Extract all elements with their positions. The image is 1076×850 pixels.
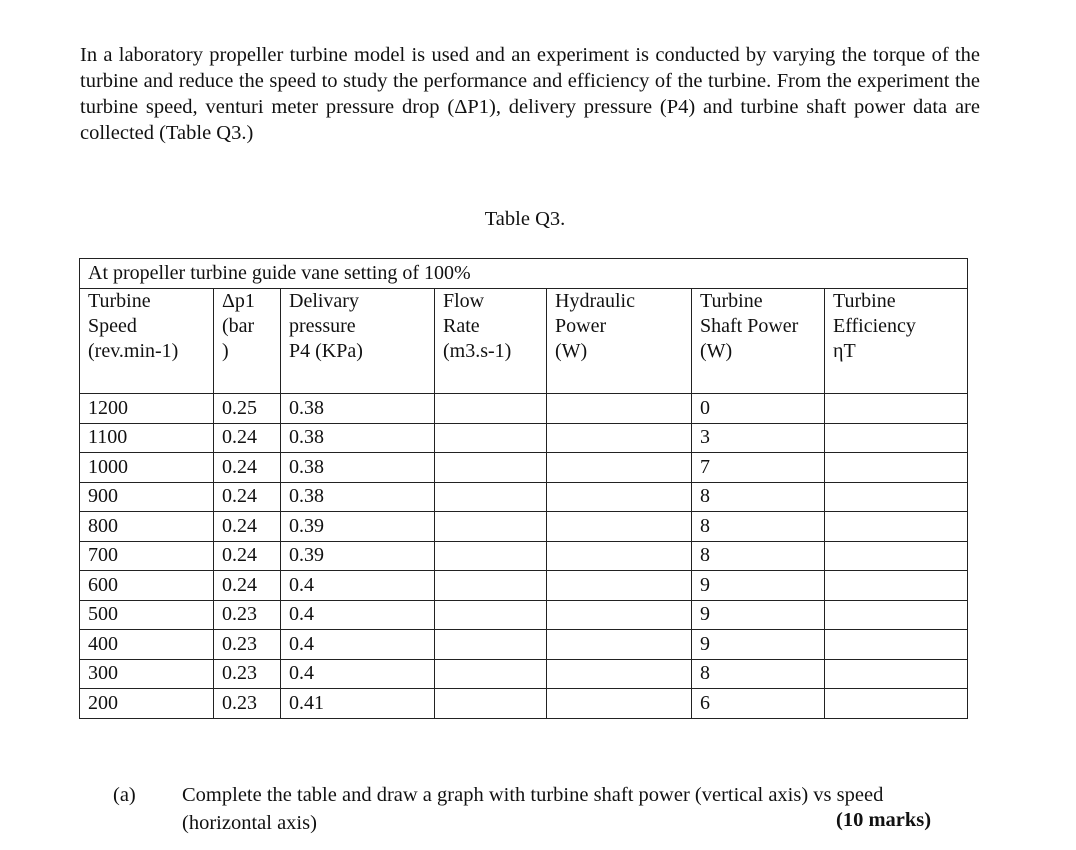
column-header-line: Turbine (833, 290, 896, 312)
table-cell-hyd (547, 482, 692, 512)
table-cell-eff (825, 541, 968, 571)
table-cell-p4: 0.41 (281, 689, 435, 719)
table-cell-p4: 0.38 (281, 394, 435, 424)
table-cell-shaft: 8 (692, 512, 825, 542)
column-header-speed (80, 289, 214, 394)
table-cell-flow (435, 423, 547, 453)
table-cell-flow (435, 541, 547, 571)
column-header-line: (bar (222, 315, 255, 337)
table-cell-hyd (547, 453, 692, 483)
table-cell-speed: 500 (80, 600, 214, 630)
table-cell-eff (825, 600, 968, 630)
table-row (80, 571, 968, 601)
table-row (80, 689, 968, 719)
column-header-line: (W) (555, 340, 588, 362)
table-cell-hyd (547, 600, 692, 630)
table-cell-shaft: 8 (692, 482, 825, 512)
table-cell-dp1: 0.23 (214, 600, 281, 630)
table-cell-eff (825, 423, 968, 453)
column-header-hydraulic-power (547, 289, 692, 394)
column-header-line: (rev.min-1) (88, 340, 179, 362)
table-cell-shaft: 8 (692, 541, 825, 571)
column-header-line: (m3.s-1) (443, 340, 512, 362)
table-row (80, 394, 968, 424)
table-cell-p4: 0.4 (281, 630, 435, 660)
table-cell-eff (825, 482, 968, 512)
column-header-p4 (281, 289, 435, 394)
table-row (80, 659, 968, 689)
table-cell-flow (435, 512, 547, 542)
column-header-line: Δp1 (222, 290, 255, 312)
table-cell-hyd (547, 394, 692, 424)
column-header-line: Rate (443, 315, 480, 337)
table-cell-shaft: 3 (692, 423, 825, 453)
column-header-line: Turbine (700, 290, 763, 312)
column-header-line: pressure (289, 315, 356, 337)
table-cell-dp1: 0.24 (214, 423, 281, 453)
intro-paragraph: In a laboratory propeller turbine model is used and an experiment is conducted by varying the torque of the turbine and reduce the speed to study the performance and efficiency of the turbine. From the experiment the turbine speed, venturi meter pressure drop (ΔP1), delivery pressure (P4) and turbine shaft power data are collected (Table Q3.) (80, 44, 980, 144)
table-cell-eff (825, 394, 968, 424)
table-caption: Table Q3. (484, 208, 566, 230)
table-cell-eff (825, 630, 968, 660)
table-cell-speed: 800 (80, 512, 214, 542)
table-cell-hyd (547, 689, 692, 719)
table-cell-speed: 1200 (80, 394, 214, 424)
table-cell-flow (435, 571, 547, 601)
column-header-line: P4 (KPa) (289, 340, 363, 362)
table-cell-shaft: 0 (692, 394, 825, 424)
table-cell-speed: 900 (80, 482, 214, 512)
table-row (80, 600, 968, 630)
table-cell-p4: 0.38 (281, 423, 435, 453)
table-row (80, 423, 968, 453)
table-cell-hyd (547, 630, 692, 660)
table-cell-dp1: 0.23 (214, 630, 281, 660)
table-cell-dp1: 0.23 (214, 659, 281, 689)
column-header-line: Flow (443, 290, 485, 312)
table-cell-eff (825, 659, 968, 689)
column-header-efficiency (825, 289, 968, 394)
table-cell-flow (435, 689, 547, 719)
table-setting-title: At propeller turbine guide vane setting of 100% (80, 259, 968, 289)
table-row (80, 630, 968, 660)
column-header-line: Hydraulic (555, 290, 635, 312)
column-header-line: Turbine (88, 290, 151, 312)
table-cell-eff (825, 571, 968, 601)
table-cell-p4: 0.38 (281, 482, 435, 512)
table-cell-speed: 700 (80, 541, 214, 571)
table-cell-flow (435, 600, 547, 630)
table-cell-p4: 0.39 (281, 512, 435, 542)
table-cell-eff (825, 512, 968, 542)
table-cell-speed: 600 (80, 571, 214, 601)
table-cell-hyd (547, 512, 692, 542)
data-table (79, 258, 968, 719)
question-label: (a) (113, 784, 136, 806)
table-cell-dp1: 0.24 (214, 541, 281, 571)
table-cell-p4: 0.4 (281, 659, 435, 689)
table-cell-hyd (547, 659, 692, 689)
table-cell-shaft: 9 (692, 630, 825, 660)
table-cell-dp1: 0.24 (214, 453, 281, 483)
table-cell-shaft: 6 (692, 689, 825, 719)
table-body (80, 394, 968, 719)
table-cell-flow (435, 630, 547, 660)
column-header-line: Shaft Power (700, 315, 799, 337)
table-cell-hyd (547, 541, 692, 571)
column-header-line: (W) (700, 340, 733, 362)
table-cell-speed: 300 (80, 659, 214, 689)
question-text: Complete the table and draw a graph with turbine shaft power (vertical axis) vs speed (horizontal axis) (182, 784, 884, 834)
table-cell-speed: 200 (80, 689, 214, 719)
column-header-line: ) (222, 340, 229, 362)
table-cell-hyd (547, 423, 692, 453)
table-row (80, 541, 968, 571)
column-header-shaft-power (692, 289, 825, 394)
table-cell-eff (825, 453, 968, 483)
table-cell-flow (435, 659, 547, 689)
table-cell-dp1: 0.24 (214, 512, 281, 542)
table-cell-flow (435, 394, 547, 424)
question-marks: (10 marks) (836, 809, 932, 831)
table-cell-dp1: 0.24 (214, 571, 281, 601)
table-cell-eff (825, 689, 968, 719)
table-cell-p4: 0.4 (281, 600, 435, 630)
column-header-dp1 (214, 289, 281, 394)
table-cell-p4: 0.4 (281, 571, 435, 601)
table-cell-speed: 1100 (80, 423, 214, 453)
table-cell-p4: 0.38 (281, 453, 435, 483)
column-header-flow (435, 289, 547, 394)
column-header-line: Efficiency (833, 315, 916, 337)
table-row (80, 453, 968, 483)
table-cell-shaft: 7 (692, 453, 825, 483)
table-row (80, 512, 968, 542)
table-cell-dp1: 0.23 (214, 689, 281, 719)
column-header-line: ηT (833, 340, 856, 362)
table-cell-shaft: 8 (692, 659, 825, 689)
table-cell-speed: 400 (80, 630, 214, 660)
column-header-line: Power (555, 315, 607, 337)
table-cell-shaft: 9 (692, 600, 825, 630)
column-header-line: Speed (88, 315, 137, 337)
column-header-line: Delivary (289, 290, 359, 312)
table-cell-shaft: 9 (692, 571, 825, 601)
table-cell-flow (435, 453, 547, 483)
table-cell-dp1: 0.25 (214, 394, 281, 424)
table-cell-flow (435, 482, 547, 512)
table-cell-speed: 1000 (80, 453, 214, 483)
table-row (80, 482, 968, 512)
table-cell-p4: 0.39 (281, 541, 435, 571)
table-cell-hyd (547, 571, 692, 601)
table-header-row (80, 289, 968, 394)
table-cell-dp1: 0.24 (214, 482, 281, 512)
